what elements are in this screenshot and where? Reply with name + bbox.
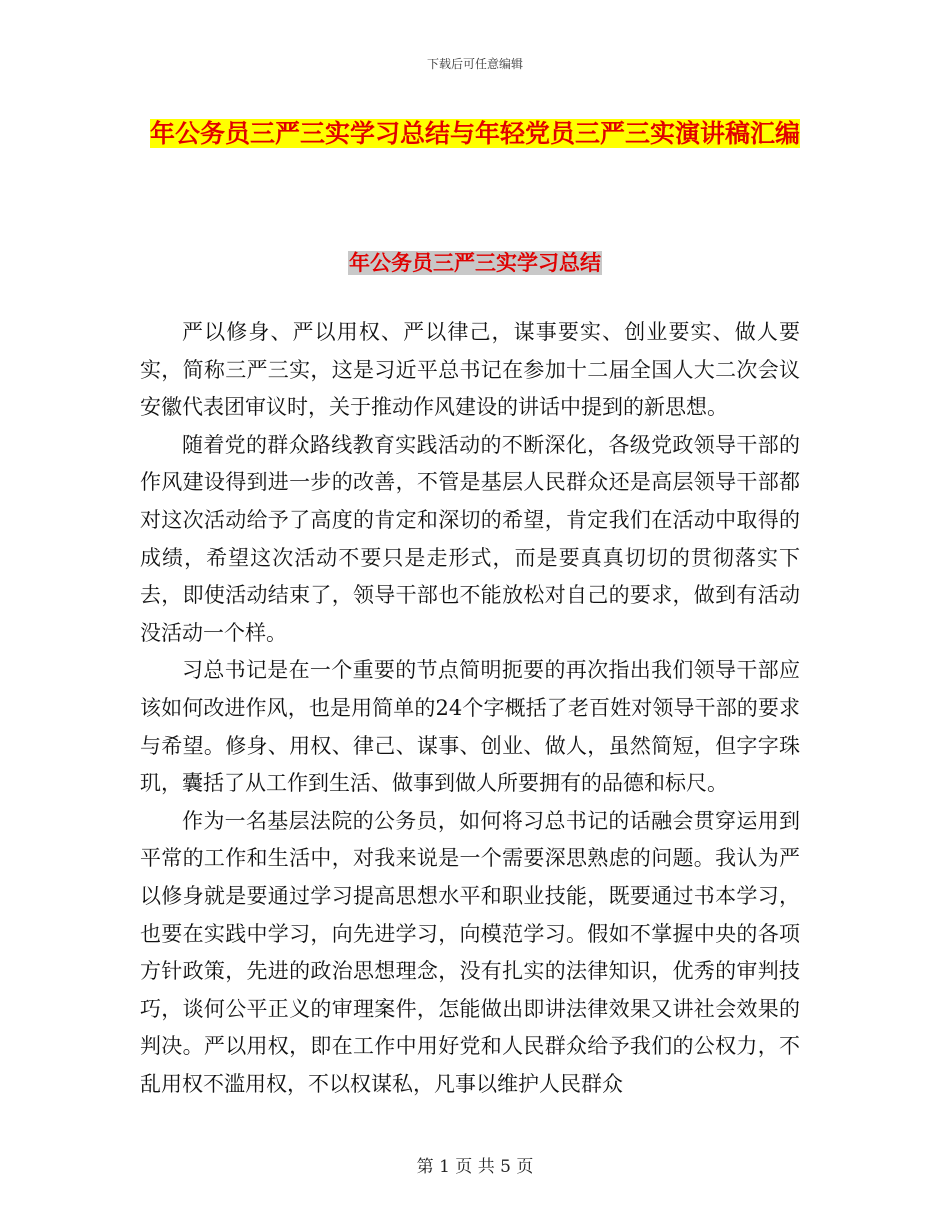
paragraph: 严以修身、严以用权、严以律己，谋事要实、创业要实、做人要实，简称三严三实，这是习近平总书记在参加十二届全国人大二次会议安徽代表团审议时，关于推动作风建设的讲话中提到的新思想。 xyxy=(140,320,800,420)
header-note: 下载后可任意编辑 xyxy=(426,57,523,71)
body-text xyxy=(140,314,800,1103)
document-title-text: 年公务员三严三实学习总结与年轻党员三严三实演讲稿汇编 xyxy=(149,119,800,148)
section-title xyxy=(0,247,950,277)
page-number: 第 1 页 共 5 页 xyxy=(416,1157,534,1177)
paragraph: 习总书记是在一个重要的节点简明扼要的再次指出我们领导干部应该如何改进作风，也是用简单的24个字概括了老百姓对领导干部的要求与希望。修身、用权、律己、谋事、创业、做人，虽然简短，但字字珠玑，囊括了从工作到生活、做事到做人所要拥有的品德和标尺。 xyxy=(140,658,800,796)
paragraph: 随着党的群众路线教育实践活动的不断深化，各级党政领导干部的作风建设得到进一步的改善，不管是基层人民群众还是高层领导干部都对这次活动给予了高度的肯定和深切的希望，肯定我们在活动中取得的成绩，希望这次活动不要只是走形式，而是要真真切切的贯彻落实下去，即使活动结束了，领导干部也不能放松对自己的要求，做到有活动没活动一个样。 xyxy=(140,432,800,645)
section-title-text: 年公务员三严三实学习总结 xyxy=(349,251,601,275)
paragraph: 作为一名基层法院的公务员，如何将习总书记的话融会贯穿运用到平常的工作和生活中，对我来说是一个需要深思熟虑的问题。我认为严以修身就是要通过学习提高思想水平和职业技能，既要通过书本学习，也要在实践中学习，向先进学习，向模范学习。假如不掌握中央的各项方针政策，先进的政治思想理念，没有扎实的法律知识，优秀的审判技巧，谈何公平正义的审理案件，怎能做出即讲法律效果又讲社会效果的判决。严以用权，即在工作中用好党和人民群众给予我们的公权力，不乱用权不滥用权，不以权谋私，凡事以维护人民群众 xyxy=(140,808,800,1096)
document-title xyxy=(140,112,810,155)
